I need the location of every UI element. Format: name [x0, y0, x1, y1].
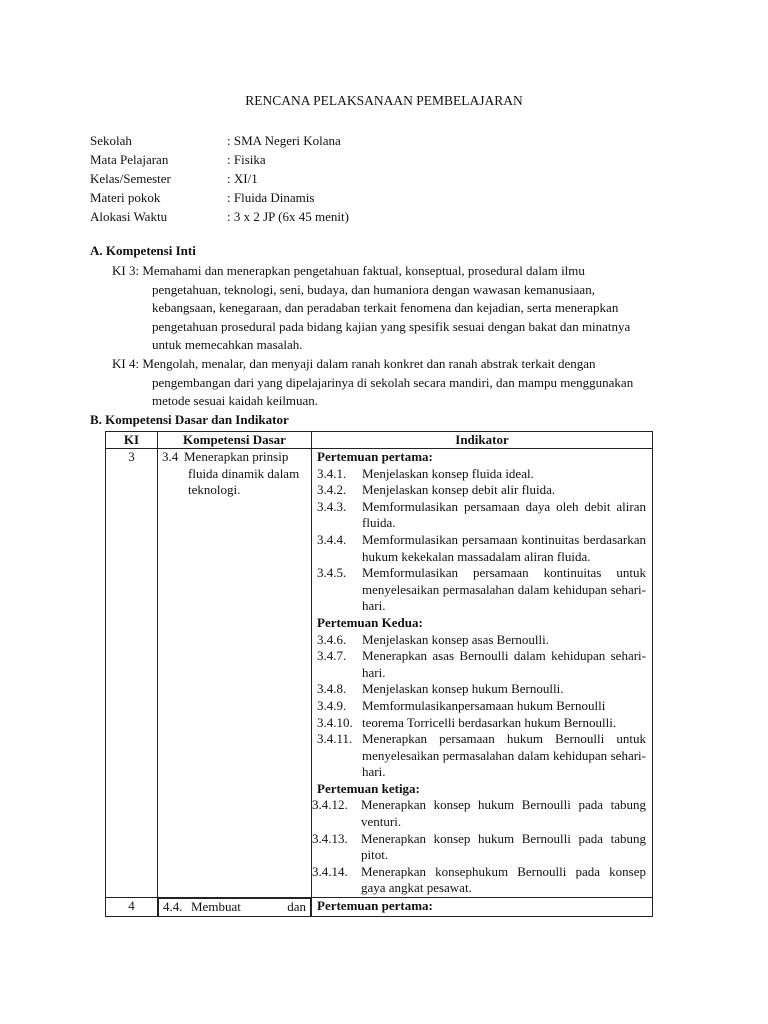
meeting-title: Pertemuan pertama: — [317, 449, 433, 464]
indicator-number: 3.4.10. — [317, 714, 353, 730]
ki4-line: metode sesuai kaidah keilmuan. — [152, 393, 319, 409]
section-b-heading: B. Kompetensi Dasar dan Indikator — [90, 412, 289, 427]
indicator-item — [317, 715, 646, 732]
indicator-text: Menjelaskan konsep debit alir fluida. — [362, 482, 556, 498]
identity-value: : SMA Negeri Kolana — [227, 133, 341, 148]
identity-label: Materi pokok — [90, 190, 161, 205]
kd-line: Membuat — [191, 899, 241, 915]
indicator-number: 3.4.6. — [317, 631, 347, 647]
indicator-number: 3.4.14. — [312, 863, 348, 879]
identity-value: : 3 x 2 JP (6x 45 menit) — [227, 209, 349, 224]
table-row — [106, 449, 653, 898]
ki3-line: pengetahuan prosedural pada bidang kajian yang spesifik sesuai dengan bakat dan minatnya — [152, 318, 631, 334]
indicator-item — [317, 482, 646, 499]
kd-line: teknologi. — [188, 482, 241, 497]
indicator-item — [317, 648, 646, 681]
kd-line: dan — [287, 899, 306, 915]
indicator-item — [317, 565, 646, 615]
table-header-row — [106, 432, 653, 449]
kd-cell — [158, 898, 311, 917]
kd-cell — [158, 449, 312, 898]
meeting-title: Pertemuan pertama: — [317, 898, 433, 914]
indicator-number: 3.4.2. — [317, 482, 347, 498]
meeting-title: Pertemuan ketiga: — [317, 780, 420, 796]
indicator-cell — [312, 449, 653, 898]
indicator-item — [317, 731, 646, 781]
identity-label: Mata Pelajaran — [90, 152, 169, 167]
indicator-item — [317, 532, 646, 565]
identity-row — [90, 207, 349, 226]
indicator-text: Menjelaskan konsep fluida ideal. — [362, 465, 534, 481]
ki-cell: 4 — [106, 898, 158, 917]
indicator-item — [317, 466, 646, 483]
kd-line: fluida dinamik dalam — [188, 465, 300, 481]
indicator-item — [312, 797, 646, 830]
identity-label: Alokasi Waktu — [90, 209, 168, 224]
ki3-line: pengetahuan, teknologi, seni, budaya, dan humaniora dengan wawasan kemanusiaan, — [152, 281, 595, 297]
identity-label: Kelas/Semester — [90, 171, 171, 186]
indicator-number: 3.4.4. — [317, 531, 347, 547]
identity-value: : Fluida Dinamis — [227, 190, 315, 205]
indicator-number: 3.4.8. — [317, 681, 347, 697]
kd-number: 3.4 — [162, 449, 179, 464]
indicator-number: 3.4.3. — [317, 498, 347, 514]
identity-block — [90, 131, 349, 226]
ki4-first-line: KI 4: Mengolah, menalar, dan menyaji dalam ranah konkret dan ranah abstrak terkait dengan — [112, 356, 596, 371]
indicator-item — [317, 632, 646, 649]
indicator-text: Memformulasikan persamaan kontinuitas berdasarkan hukum kekekalan massadalam aliran fluida. — [362, 531, 646, 564]
indicator-number: 3.4.12. — [312, 797, 348, 813]
indicator-number: 3.4.13. — [312, 830, 348, 846]
identity-row — [90, 169, 349, 188]
indicator-text: Menerapkan konsep hukum Bernoulli pada tabung venturi. — [361, 797, 646, 830]
header-indicator: Indikator — [312, 432, 653, 449]
ki3-line: kebangsaan, kenegaraan, dan peradaban terkait fenomena dan kejadian, serta menerapkan — [152, 300, 619, 316]
table-row — [106, 898, 653, 917]
competency-table — [105, 431, 653, 917]
identity-row — [90, 188, 349, 207]
identity-row — [90, 131, 349, 150]
header-kd: Kompetensi Dasar — [158, 432, 312, 449]
indicator-number: 3.4.1. — [317, 465, 347, 481]
indicator-text: Memformulasikan persamaan kontinuitas untuk menyelesaikan permasalahan dalam kehidupan sehari-hari. — [362, 565, 646, 614]
ki3-paragraph — [112, 262, 652, 355]
indicator-text: Memformulasikanpersamaan hukum Bernoulli — [362, 697, 606, 713]
identity-value: : Fisika — [227, 152, 266, 167]
kd-number: 4.4. — [163, 899, 183, 915]
indicator-number: 3.4.7. — [317, 648, 347, 664]
identity-label: Sekolah — [90, 133, 132, 148]
indicator-item — [312, 863, 646, 897]
meeting-title: Pertemuan Kedua: — [317, 614, 423, 630]
ki-cell: 3 — [106, 449, 158, 898]
section-a-heading: A. Kompetensi Inti — [90, 243, 196, 258]
indicator-text: teorema Torricelli berdasarkan hukum Bernoulli. — [362, 714, 617, 730]
indicator-text: Menerapkan asas Bernoulli dalam kehidupan sehari-hari. — [362, 648, 646, 680]
indicator-cell — [312, 898, 653, 917]
indicator-item — [312, 830, 646, 864]
header-ki: KI — [106, 432, 158, 449]
identity-row — [90, 150, 349, 169]
indicator-number: 3.4.11. — [317, 731, 353, 747]
ki4-line: pengembangan dari yang dipelajarinya di sekolah secara mandiri, dan mampu menggunakan — [152, 374, 634, 390]
kd-line: Menerapkan prinsip — [184, 449, 289, 464]
indicator-text: Menerapkan persamaan hukum Bernoulli untuk menyelesaikan permasalahan dalam kehidupan sehari-hari. — [362, 731, 646, 780]
indicator-number: 3.4.5. — [317, 565, 347, 581]
ki4-paragraph — [112, 355, 652, 411]
ki3-line: untuk memecahkan masalah. — [152, 337, 303, 353]
indicator-item — [317, 499, 646, 532]
indicator-item — [317, 681, 646, 698]
indicator-text: Menjelaskan konsep asas Bernoulli. — [362, 631, 550, 647]
indicator-text: Menjelaskan konsep hukum Bernoulli. — [362, 681, 564, 697]
document-title: RENCANA PELAKSANAAN PEMBELAJARAN — [245, 93, 523, 108]
indicator-number: 3.4.9. — [317, 697, 347, 713]
indicator-item — [317, 698, 646, 715]
indicator-text: Memformulasikan persamaan daya oleh debit aliran fluida. — [362, 498, 646, 531]
ki3-first-line: KI 3: Memahami dan menerapkan pengetahuan faktual, konseptual, prosedural dalam ilmu — [112, 263, 585, 278]
identity-value: : XI/1 — [227, 171, 258, 186]
indicator-text: Menerapkan konsep hukum Bernoulli pada tabung pitot. — [361, 830, 646, 863]
indicator-text: Menerapkan konsephukum Bernoulli pada konsep gaya angkat pesawat. — [361, 863, 646, 896]
